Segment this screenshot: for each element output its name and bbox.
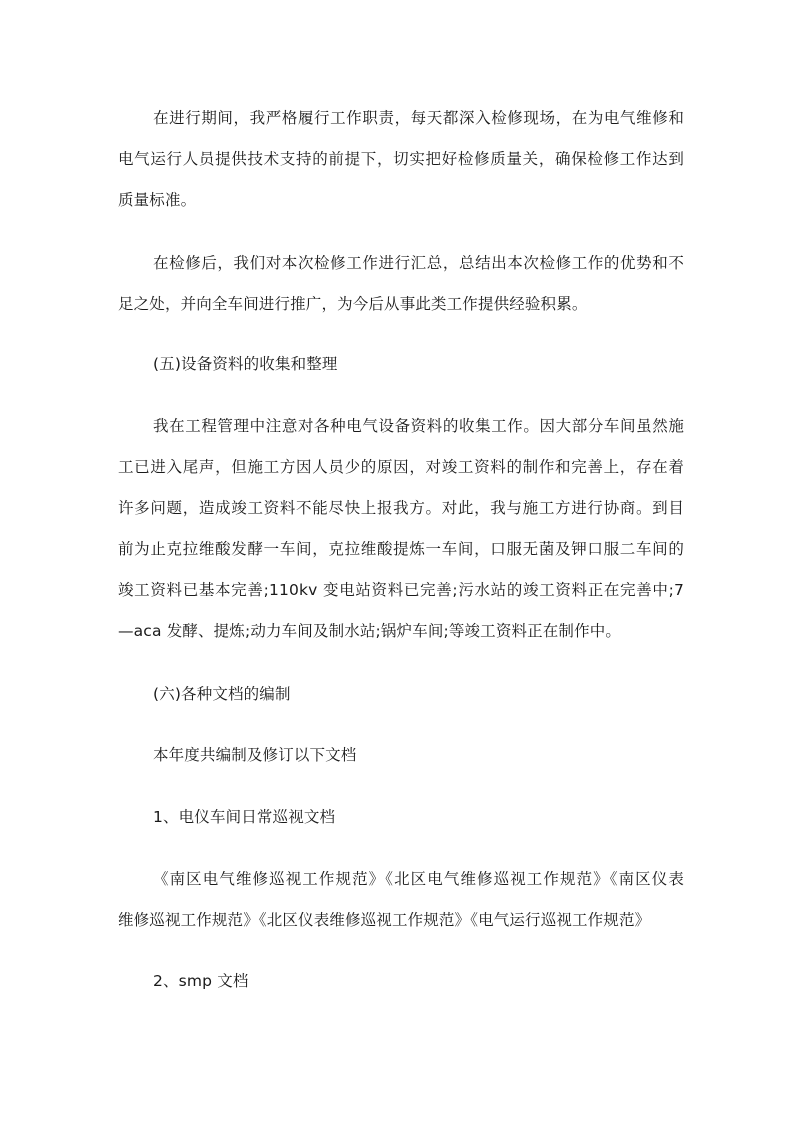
- text-line: 维修巡视工作规范》《北区仪表维修巡视工作规范》《电气运行巡视工作规范》: [118, 911, 651, 929]
- list-item-2: 2、smp 文档: [153, 972, 249, 990]
- paragraph-equipment-documents: [118, 406, 684, 652]
- text-line: 足之处，并向全车间进行推广，为今后从事此类工作提供经验积累。: [118, 295, 588, 313]
- text-line: 许多问题，造成竣工资料不能尽快上报我方。对此，我与施工方进行协商。到目: [118, 499, 684, 517]
- text-line: 在进行期间，我严格履行工作职责，每天都深入检修现场，在为电气维修和: [153, 109, 684, 127]
- paragraph-maintenance-duty: [118, 98, 684, 221]
- section-heading-5: (五)设备资料的收集和整理: [153, 355, 338, 373]
- text-line: 《南区电气维修巡视工作规范》《北区电气维修巡视工作规范》《南区仪表: [153, 870, 684, 888]
- text-line: 我在工程管理中注意对各种电气设备资料的收集工作。因大部分车间虽然施: [153, 417, 684, 435]
- documents-intro: 本年度共编制及修订以下文档: [153, 746, 357, 764]
- text-line: 质量标准。: [118, 191, 197, 209]
- paragraph-inspection-specs: [118, 859, 684, 941]
- text-line: —aca 发酵、提炼;动力车间及制水站;锅炉车间;等竣工资料正在制作中。: [118, 622, 622, 640]
- text-line: 电气运行人员提供技术支持的前提下，切实把好检修质量关，确保检修工作达到: [118, 150, 684, 168]
- section-heading-6: (六)各种文档的编制: [153, 685, 291, 703]
- list-item-1: 1、电仪车间日常巡视文档: [153, 808, 336, 826]
- text-line: 在检修后，我们对本次检修工作进行汇总，总结出本次检修工作的优势和不: [153, 254, 684, 272]
- text-line: 工已进入尾声，但施工方因人员少的原因，对竣工资料的制作和完善上，存在着: [118, 458, 684, 476]
- text-line: 竣工资料已基本完善;110kv 变电站资料已完善;污水站的竣工资料正在完善中;7: [118, 581, 684, 599]
- text-line: 前为止克拉维酸发酵一车间，克拉维酸提炼一车间，口服无菌及钾口服二车间的: [118, 540, 684, 558]
- paragraph-maintenance-summary: [118, 243, 684, 325]
